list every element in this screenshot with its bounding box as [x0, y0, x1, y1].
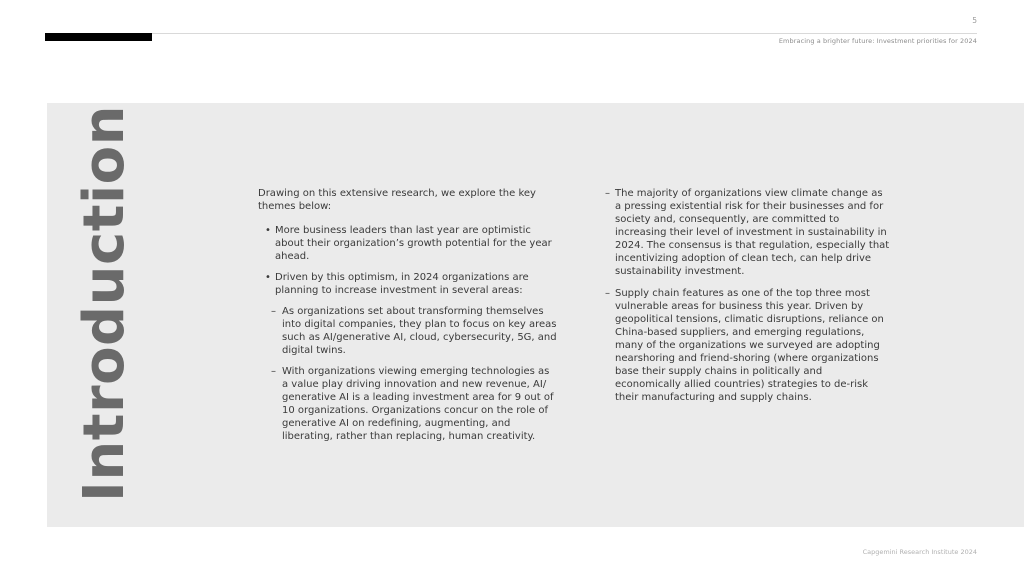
bullet-item: • More business leaders than last year are optimistic about their organization’s growth potential for the year ahead.: [258, 224, 558, 263]
sub-list-item: – As organizations set about transforming themselves into digital companies, they plan to focus on key areas such as AI/generative AI, cloud, cybersecurity, 5G, and digital twins.: [258, 305, 558, 357]
dash-list-item: – The majority of organizations view climate change as a pressing existential risk for their businesses and for society and, consequently, are committed to increasing their level of investment in sustainability in 2024. The consensus is that regulation, especially that incentivizing adoption of clean tech, can help drive sustainability investment.: [605, 187, 890, 278]
page-number: 5: [972, 16, 977, 25]
footer-text: Capgemini Research Institute 2024: [862, 548, 977, 556]
bullet-item: • Driven by this optimism, in 2024 organizations are planning to increase investment in several areas:: [258, 271, 558, 297]
header-accent-bar: [45, 33, 152, 41]
header-subtitle: Embracing a brighter future: Investment priorities for 2024: [778, 37, 977, 45]
right-column: [605, 187, 890, 413]
intro-paragraph: Drawing on this extensive research, we explore the key themes below:: [258, 188, 536, 212]
section-title: Introduction: [72, 104, 137, 502]
header-rule: [45, 33, 977, 34]
dash-list-item: – Supply chain features as one of the top three most vulnerable areas for business this year. Driven by geopolitical tensions, climatic disruptions, reliance on China-based suppliers, and emerging regulations, many of the organizations we surveyed are adopting nearshoring and friend-shoring (where organizations base their supply chains in politically and economically allied countries) strategies to de-risk their manufacturing and supply chains.: [605, 287, 890, 404]
sub-list-item: – With organizations viewing emerging technologies as a value play driving innovation and new revenue, AI/ generative AI is a leading investment area for 9 out of 10 organizations. Organizations concur on the role of generative AI on redefining, augmenting, and liberating, rather than replacing, human creativity.: [258, 365, 558, 443]
left-column: [258, 187, 558, 451]
